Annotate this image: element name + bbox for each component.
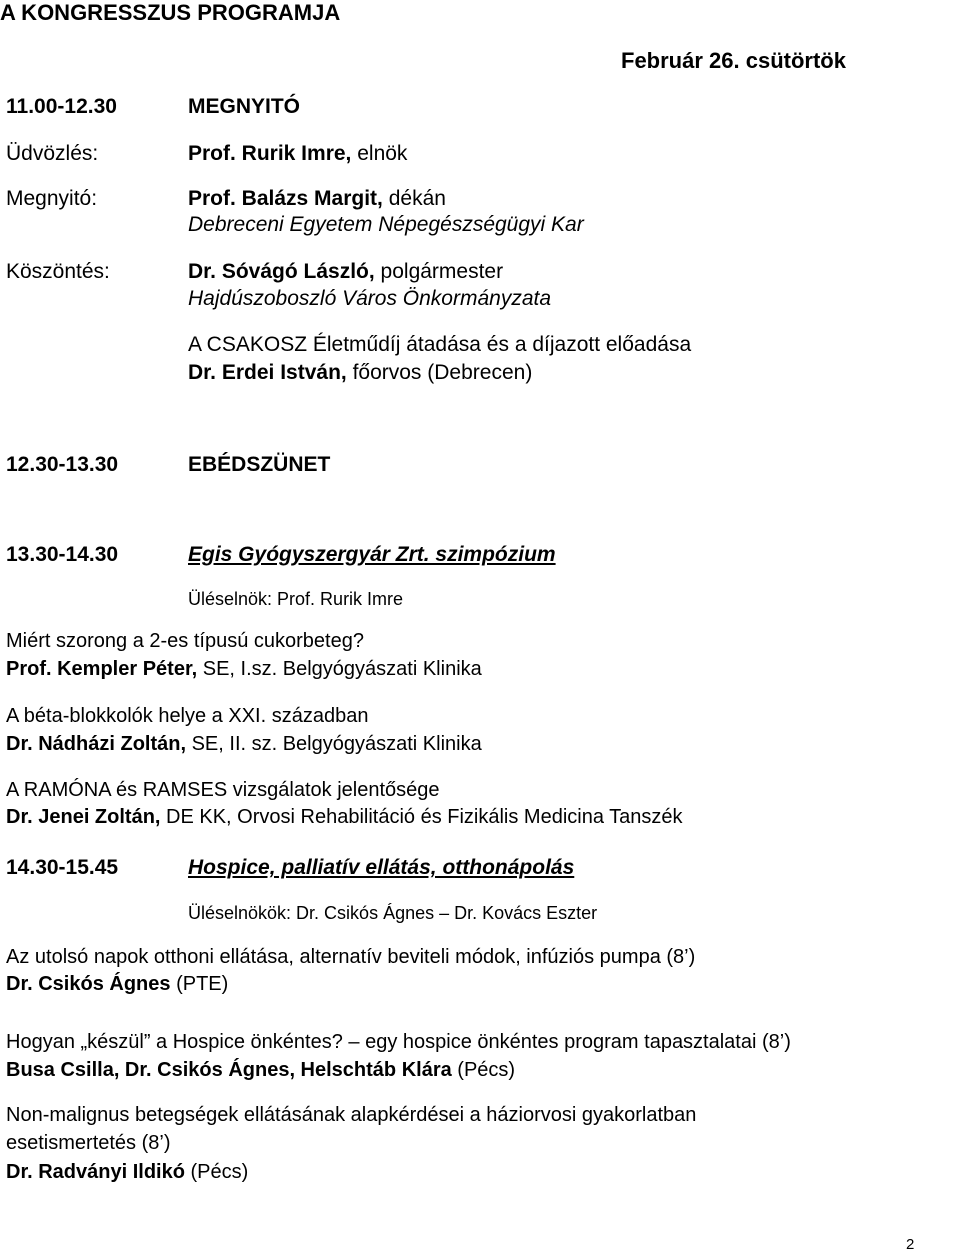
talk-affiliation: (Pécs) xyxy=(451,1059,516,1081)
lunch-time: 12.30-13.30 xyxy=(6,453,119,476)
talk-affiliation: (PTE) xyxy=(170,973,229,995)
welcome-label: Üdvözlés: xyxy=(6,142,99,165)
talk-title: Az utolsó napok otthoni ellátása, alternatív beviteli módok, infúziós pumpa (8’) xyxy=(6,946,696,968)
talk-speaker-line xyxy=(6,1161,248,1184)
talk-title: A RAMÓNA és RAMSES vizsgálatok jelentősége xyxy=(6,779,440,801)
opener-speaker xyxy=(188,187,446,211)
talk-speaker: Busa Csilla, Dr. Csikós Ágnes, Helschtáb Klára xyxy=(6,1059,452,1081)
talk-speaker: Dr. Nádházi Zoltán, xyxy=(6,733,187,755)
award-speaker xyxy=(188,361,532,385)
talk-speaker: Prof. Kempler Péter, xyxy=(6,658,198,680)
talk-title: Hogyan „készül” a Hospice önkéntes? – egy hospice önkéntes program tapasztalatai (8’) xyxy=(6,1031,791,1053)
welcome-speaker xyxy=(188,142,407,166)
talk-title: Non-malignus betegségek ellátásának alapkérdései a háziorvosi gyakorlatban xyxy=(6,1104,697,1126)
symposium-chair: Üléselnök: Prof. Rurik Imre xyxy=(188,589,404,609)
award-title: A CSAKOSZ Életműdíj átadása és a díjazott előadása xyxy=(188,333,692,356)
welcome-name: Prof. Rurik Imre, xyxy=(188,142,352,165)
talk-title: Miért szorong a 2-es típusú cukorbeteg? xyxy=(6,630,364,652)
opener-label: Megnyitó: xyxy=(6,187,98,210)
talk-speaker-line xyxy=(6,973,228,996)
opening-time: 11.00-12.30 xyxy=(6,95,117,118)
greeting-speaker xyxy=(188,260,503,284)
talk-speaker-line xyxy=(6,806,683,829)
hospice-time: 14.30-15.45 xyxy=(6,856,119,879)
talk-speaker-line xyxy=(6,1059,515,1082)
talk-speaker-line xyxy=(6,733,482,756)
symposium-time: 13.30-14.30 xyxy=(6,543,119,566)
page-title: A KONGRESSZUS PROGRAMJA xyxy=(0,0,341,25)
talk-affiliation: SE, II. sz. Belgyógyászati Klinika xyxy=(186,733,482,755)
talk-affiliation: SE, I.sz. Belgyógyászati Klinika xyxy=(197,658,482,680)
greeting-name: Dr. Sóvágó László, xyxy=(188,260,375,283)
talk-affiliation: (Pécs) xyxy=(184,1161,249,1183)
symposium-heading: Egis Gyógyszergyár Zrt. szimpózium xyxy=(188,543,556,566)
greeting-institution: Hajdúszoboszló Város Önkormányzata xyxy=(188,287,552,310)
talk-affiliation: DE KK, Orvosi Rehabilitáció és Fizikális Medicina Tanszék xyxy=(160,806,683,828)
talk-speaker: Dr. Jenei Zoltán, xyxy=(6,806,161,828)
opening-heading: MEGNYITÓ xyxy=(188,95,301,118)
opener-name: Prof. Balázs Margit, xyxy=(188,187,383,210)
award-name: Dr. Erdei István, xyxy=(188,361,347,384)
date-heading: Február 26. csütörtök xyxy=(621,48,846,73)
greeting-role: polgármester xyxy=(374,260,504,283)
hospice-heading: Hospice, palliatív ellátás, otthonápolás xyxy=(188,856,575,879)
welcome-role: elnök xyxy=(351,142,408,165)
greeting-label: Köszöntés: xyxy=(6,260,110,283)
talk-speaker: Dr. Csikós Ágnes xyxy=(6,973,171,995)
talk-speaker-line xyxy=(6,658,482,681)
talk-speaker: Dr. Radványi Ildikó xyxy=(6,1161,185,1183)
talk-title-continued: esetismertetés (8’) xyxy=(6,1132,171,1154)
page-number: 2 xyxy=(906,1236,915,1253)
opener-role: dékán xyxy=(382,187,446,210)
opener-institution: Debreceni Egyetem Népegészségügyi Kar xyxy=(188,213,584,236)
award-role: főorvos (Debrecen) xyxy=(346,361,533,384)
lunch-heading: EBÉDSZÜNET xyxy=(188,453,331,476)
hospice-chairs: Üléselnökök: Dr. Csikós Ágnes – Dr. Kovács Eszter xyxy=(188,903,598,923)
talk-title: A béta-blokkolók helye a XXI. században xyxy=(6,705,369,727)
